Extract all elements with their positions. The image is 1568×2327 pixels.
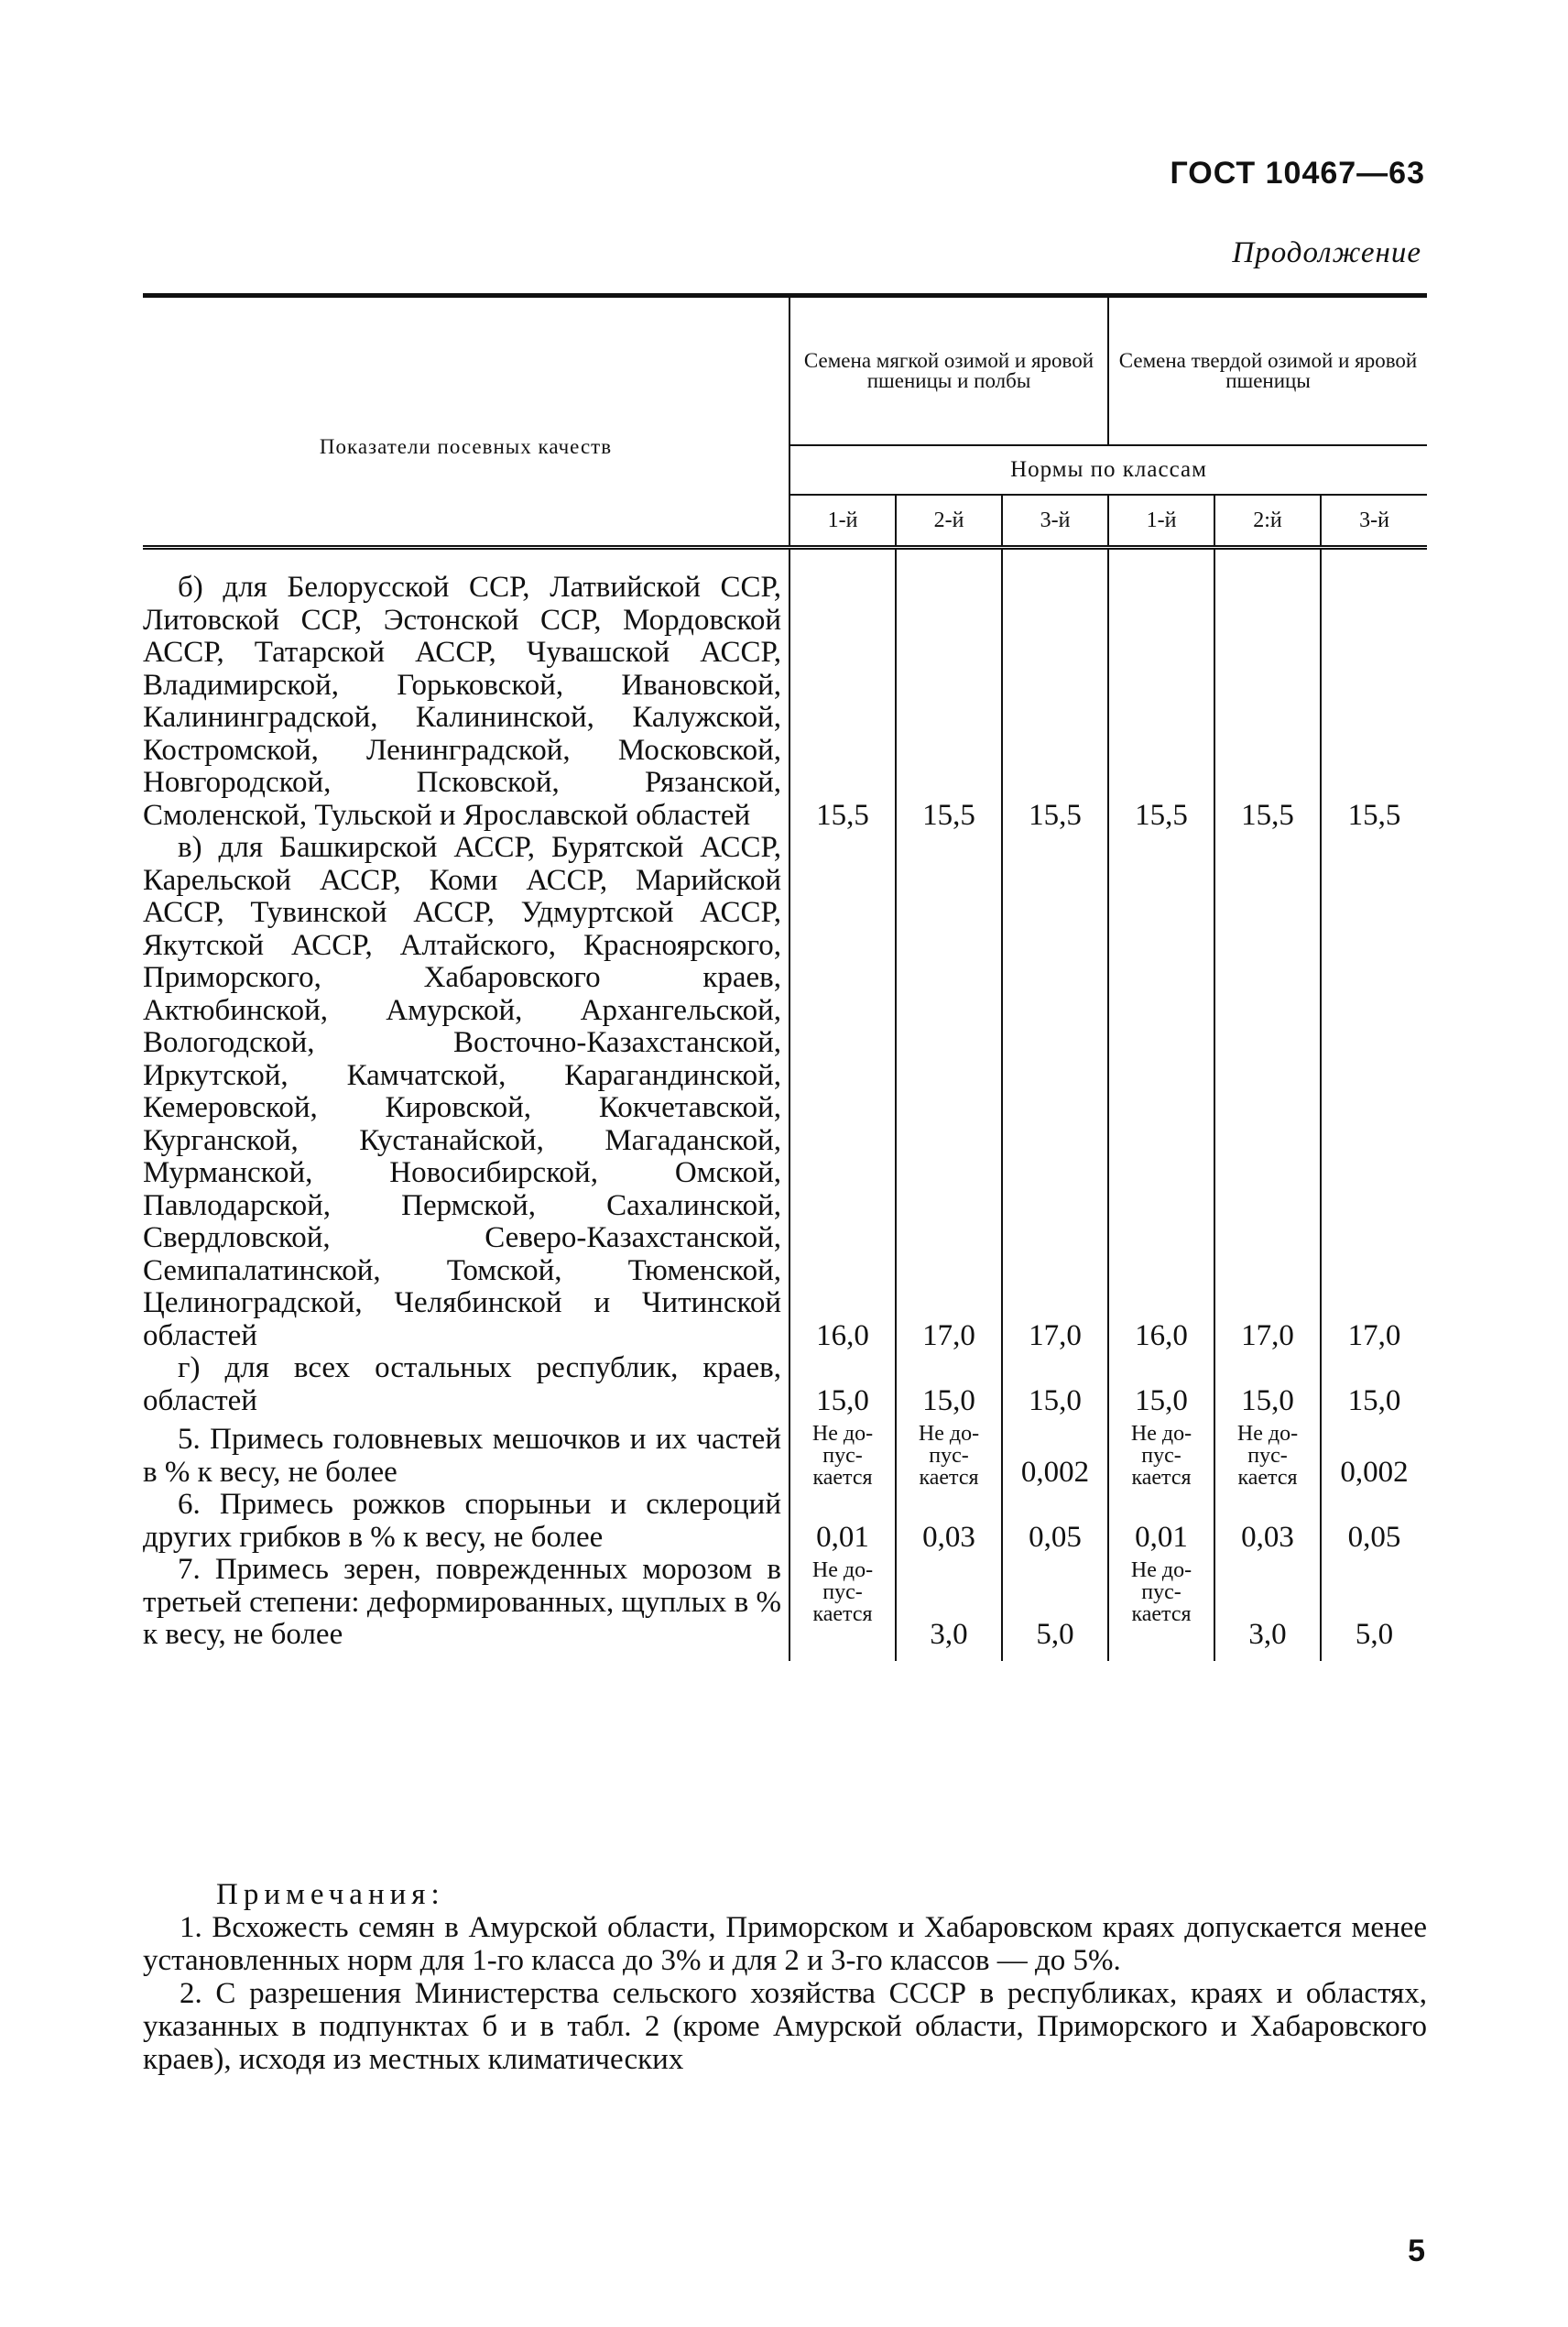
norm-value-cell: 0,01: [789, 1489, 896, 1554]
class-label: 3-й: [1002, 495, 1108, 548]
document-code: ГОСТ 10467—63: [1170, 156, 1425, 191]
norm-value-cell: 15,5: [896, 548, 1002, 833]
norm-value-cell: 0,01: [1108, 1489, 1214, 1554]
norm-value-cell: 5,0: [1002, 1554, 1108, 1661]
norm-value-cell: Не до- пус- кается: [1108, 1554, 1214, 1661]
class-label: 1-й: [789, 495, 896, 548]
table-row: [143, 1417, 1427, 1489]
norm-value-cell: 15,5: [1002, 548, 1108, 833]
group-header-soft-wheat: Семена мягкой озимой и яровой пшеницы и полбы: [789, 296, 1108, 446]
note-item: 2. С разрешения Министерства сельского хозяйства СССР в республиках, краях и областях, указанных в подпунктах б и в табл. 2 (кроме Амурской области, Приморского и Хабаровского краев), исходя из местных климатических: [143, 1977, 1427, 2076]
note-item: 1. Всхожесть семян в Амурской области, Приморском и Хабаровском краях допускается менее установленных норм для 1-го класса до 3% и для 2 и 3-го классов — до 5%.: [143, 1911, 1427, 1977]
notes-title: Примечания:: [216, 1878, 445, 1911]
norm-value-cell: Не до- пус- кается: [896, 1417, 1002, 1489]
norm-value-cell: 16,0: [1108, 832, 1214, 1352]
group-header-hard-wheat: Семена твердой озимой и яровой пшеницы: [1108, 296, 1427, 446]
norm-value-cell: Не до- пус- кается: [1108, 1417, 1214, 1489]
table-row: [143, 1554, 1427, 1661]
norm-value-cell: 15,0: [789, 1352, 896, 1417]
continuation-label: Продолжение: [1232, 236, 1421, 269]
notes-section: [143, 1878, 1427, 2076]
table-row: [143, 548, 1427, 833]
row-indicator-text: в) для Башкирской АССР, Бурятской АССР, Карельской АССР, Коми АССР, Марийской АССР, Тувинской АССР, Удмуртской АССР, Якутской АССР, Алтайского, Красноярского, Приморского, Хабаровского краев, Актюбинской, Амурской, Архангельской, Вологодской, Восточно-Казахстанской, Иркутской, Камчатской, Карагандинской, Кемеровской, Кировской, Кокчетавской, Курганской, Кустанайской, Магаданской, Мурманской, Новосибирской, Омской, Павлодарской, Пермской, Сахалинской, Свердловской, Северо-Казахстанской, Семипалатинской, Томской, Тюменской, Целиноградской, Челябинской и Читинской областей: [143, 831, 781, 1352]
row-indicator-text: б) для Белорусской ССР, Латвийской ССР, Литовской ССР, Эстонской ССР, Мордовской АССР, Татарской АССР, Чувашской АССР, Владимирской, Горьковской, Ивановской, Калининградской, Калининской, Калужской, Костромской, Ленинградской, Московской, Новгородской, Псковской, Рязанской, Смоленской, Тульской и Ярославской областей: [143, 571, 781, 832]
norms-header: Нормы по классам: [789, 445, 1427, 495]
class-label: 2-й: [896, 495, 1002, 548]
norm-value-cell: 3,0: [1214, 1554, 1321, 1661]
indicator-header: Показатели посевных качеств: [143, 296, 789, 548]
norm-value-cell: 15,0: [1002, 1352, 1108, 1417]
norm-value-cell: 5,0: [1321, 1554, 1427, 1661]
norm-value-cell: Не до- пус- кается: [789, 1417, 896, 1489]
class-label: 1-й: [1108, 495, 1214, 548]
class-label: 3-й: [1321, 495, 1427, 548]
row-indicator-text: 5. Примесь головневых мешочков и их частей в % к весу, не более: [143, 1423, 781, 1489]
norm-value-cell: 0,05: [1321, 1489, 1427, 1554]
norm-value-cell: Не до- пус- кается: [789, 1554, 896, 1661]
norm-value-cell: Не до- пус- кается: [1214, 1417, 1321, 1489]
row-indicator-text: г) для всех остальных республик, краев, областей: [143, 1351, 781, 1417]
norm-value-cell: 0,002: [1321, 1417, 1427, 1489]
norm-value-cell: 15,5: [1321, 548, 1427, 833]
norm-value-cell: 3,0: [896, 1554, 1002, 1661]
norm-value-cell: 17,0: [896, 832, 1002, 1352]
table-row: [143, 1352, 1427, 1417]
norm-value-cell: 0,05: [1002, 1489, 1108, 1554]
norm-value-cell: 0,03: [896, 1489, 1002, 1554]
norm-value-cell: 17,0: [1214, 832, 1321, 1352]
table-row: [143, 832, 1427, 1352]
norm-value-cell: 15,0: [1108, 1352, 1214, 1417]
norm-value-cell: 15,5: [1214, 548, 1321, 833]
norm-value-cell: 17,0: [1321, 832, 1427, 1352]
norm-value-cell: 0,002: [1002, 1417, 1108, 1489]
class-label: 2:й: [1214, 495, 1321, 548]
page-number: 5: [1408, 2234, 1425, 2268]
norm-value-cell: 15,0: [896, 1352, 1002, 1417]
norm-value-cell: 16,0: [789, 832, 896, 1352]
norm-value-cell: 15,5: [1108, 548, 1214, 833]
norm-value-cell: 15,0: [1214, 1352, 1321, 1417]
norm-value-cell: 15,0: [1321, 1352, 1427, 1417]
row-indicator-text: 6. Примесь рожков спорыньи и склероций других грибков в % к весу, не более: [143, 1488, 781, 1554]
table-row: [143, 1489, 1427, 1554]
seed-quality-table: [143, 293, 1427, 1661]
norm-value-cell: 15,5: [789, 548, 896, 833]
row-indicator-text: 7. Примесь зерен, поврежденных морозом в третьей степени: деформированных, щуплых в % к весу, не более: [143, 1553, 781, 1651]
norm-value-cell: 17,0: [1002, 832, 1108, 1352]
norm-value-cell: 0,03: [1214, 1489, 1321, 1554]
